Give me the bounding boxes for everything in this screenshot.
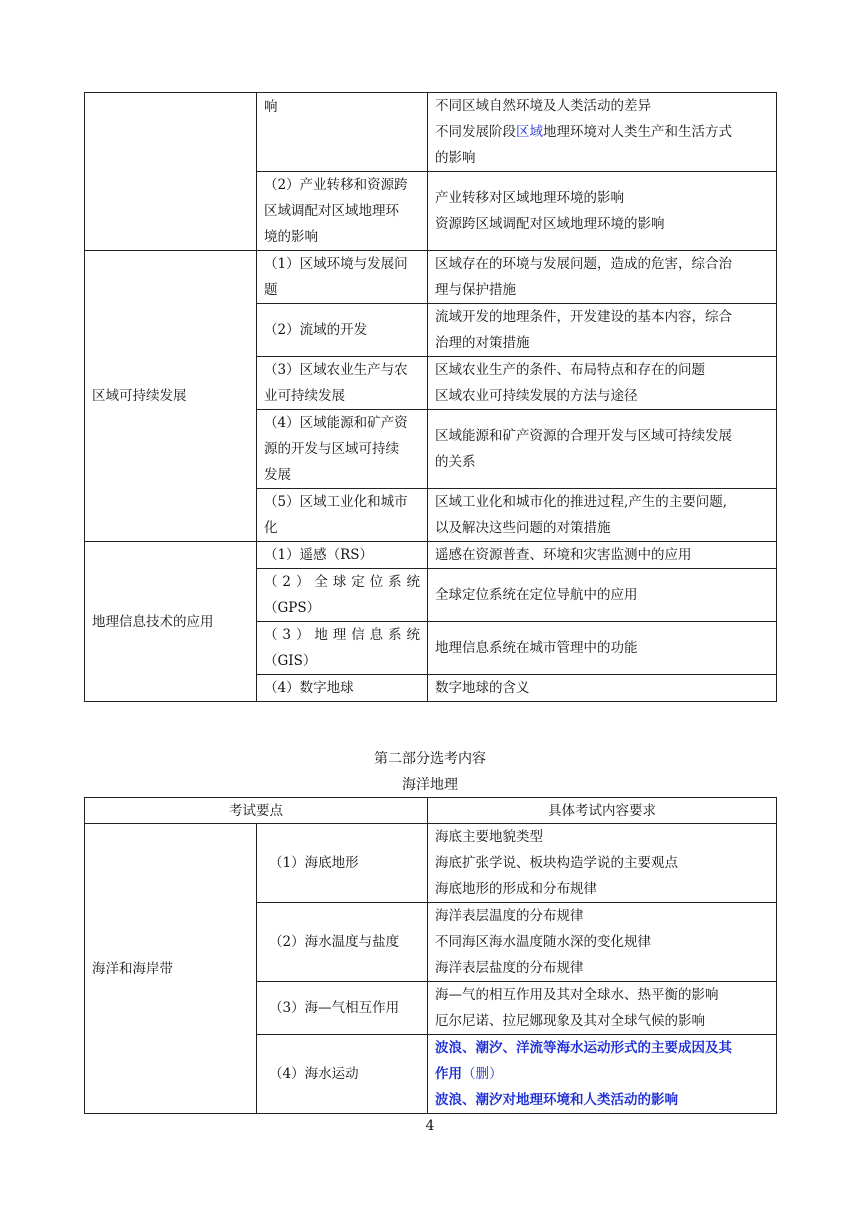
category-cell: 地理信息技术的应用 xyxy=(85,542,257,702)
category-cell: 区域可持续发展 xyxy=(85,251,257,542)
page-number: 4 xyxy=(425,1118,435,1134)
topic-cell: （5）区域工业化和城市 化 xyxy=(257,489,428,542)
requirement-cell: 海底主要地貌类型 海底扩张学说、板块构造学说的主要观点 海底地形的形成和分布规律 xyxy=(428,824,777,903)
subsection-title: 海洋地理 xyxy=(402,777,458,793)
deleted-mark: （删） xyxy=(462,1066,503,1082)
topic-cell: （1）区域环境与发展问 题 xyxy=(257,251,428,304)
highlight-text: 区域 xyxy=(516,124,543,140)
topic-cell: （2）海水温度与盐度 xyxy=(257,903,428,982)
table-row xyxy=(85,93,777,172)
requirement-cell: 区域存在的环境与发展问题，造成的危害，综合治 理与保护措施 xyxy=(428,251,777,304)
header-cell: 具体考试内容要求 xyxy=(428,798,777,824)
topic-cell: 响 xyxy=(257,93,428,172)
topic-cell: （1）海底地形 xyxy=(257,824,428,903)
requirement-cell: 区域能源和矿产资源的合理开发与区域可持续发展 的关系 xyxy=(428,410,777,489)
topic-cell: （2）流域的开发 xyxy=(257,304,428,357)
requirement-cell: 波浪、潮汐、洋流等海水运动形式的主要成因及其 作用（删） 波浪、潮汐对地理环境和人类活动的影响 xyxy=(428,1035,777,1114)
requirement-cell: 产业转移对区域地理环境的影响 资源跨区域调配对区域地理环境的影响 xyxy=(428,172,777,251)
topic-cell: （3）区域农业生产与农 业可持续发展 xyxy=(257,357,428,410)
topic-cell: （4）区域能源和矿产资 源的开发与区域可持续 发展 xyxy=(257,410,428,489)
topic-cell: （3）地理信息系统 （GIS） xyxy=(257,622,428,675)
requirement-cell: 流域开发的地理条件，开发建设的基本内容，综合 治理的对策措施 xyxy=(428,304,777,357)
requirement-cell: 海洋表层温度的分布规律 不同海区海水温度随水深的变化规律 海洋表层盐度的分布规律 xyxy=(428,903,777,982)
category-cell xyxy=(85,93,257,251)
requirement-cell: 地理信息系统在城市管理中的功能 xyxy=(428,622,777,675)
content-table-1 xyxy=(84,92,777,702)
topic-cell: （4）数字地球 xyxy=(257,675,428,702)
header-cell: 考试要点 xyxy=(85,798,428,824)
requirement-cell: 区域工业化和城市化的推进过程,产生的主要问题, 以及解决这些问题的对策措施 xyxy=(428,489,777,542)
table-row xyxy=(85,251,777,304)
requirement-cell: 海—气的相互作用及其对全球水、热平衡的影响 厄尔尼诺、拉尼娜现象及其对全球气候的影响 xyxy=(428,982,777,1035)
content-table-2 xyxy=(84,797,777,1114)
requirement-cell: 数字地球的含义 xyxy=(428,675,777,702)
topic-cell: （2）产业转移和资源跨 区域调配对区域地理环 境的影响 xyxy=(257,172,428,251)
table-header-row xyxy=(85,798,777,824)
topic-cell: （1）遥感（RS） xyxy=(257,542,428,569)
category-cell: 海洋和海岸带 xyxy=(85,824,257,1114)
requirement-cell: 全球定位系统在定位导航中的应用 xyxy=(428,569,777,622)
topic-cell: （4）海水运动 xyxy=(257,1035,428,1114)
topic-cell: （3）海—气相互作用 xyxy=(257,982,428,1035)
topic-cell: （2）全球定位系统 （GPS） xyxy=(257,569,428,622)
requirement-cell: 遥感在资源普查、环境和灾害监测中的应用 xyxy=(428,542,777,569)
table-row xyxy=(85,824,777,903)
requirement-cell: 不同区域自然环境及人类活动的差异 不同发展阶段区域地理环境对人类生产和生活方式 的影响 xyxy=(428,93,777,172)
requirement-cell: 区域农业生产的条件、布局特点和存在的问题 区域农业可持续发展的方法与途径 xyxy=(428,357,777,410)
table-row xyxy=(85,542,777,569)
section-title: 第二部分选考内容 xyxy=(374,751,486,767)
